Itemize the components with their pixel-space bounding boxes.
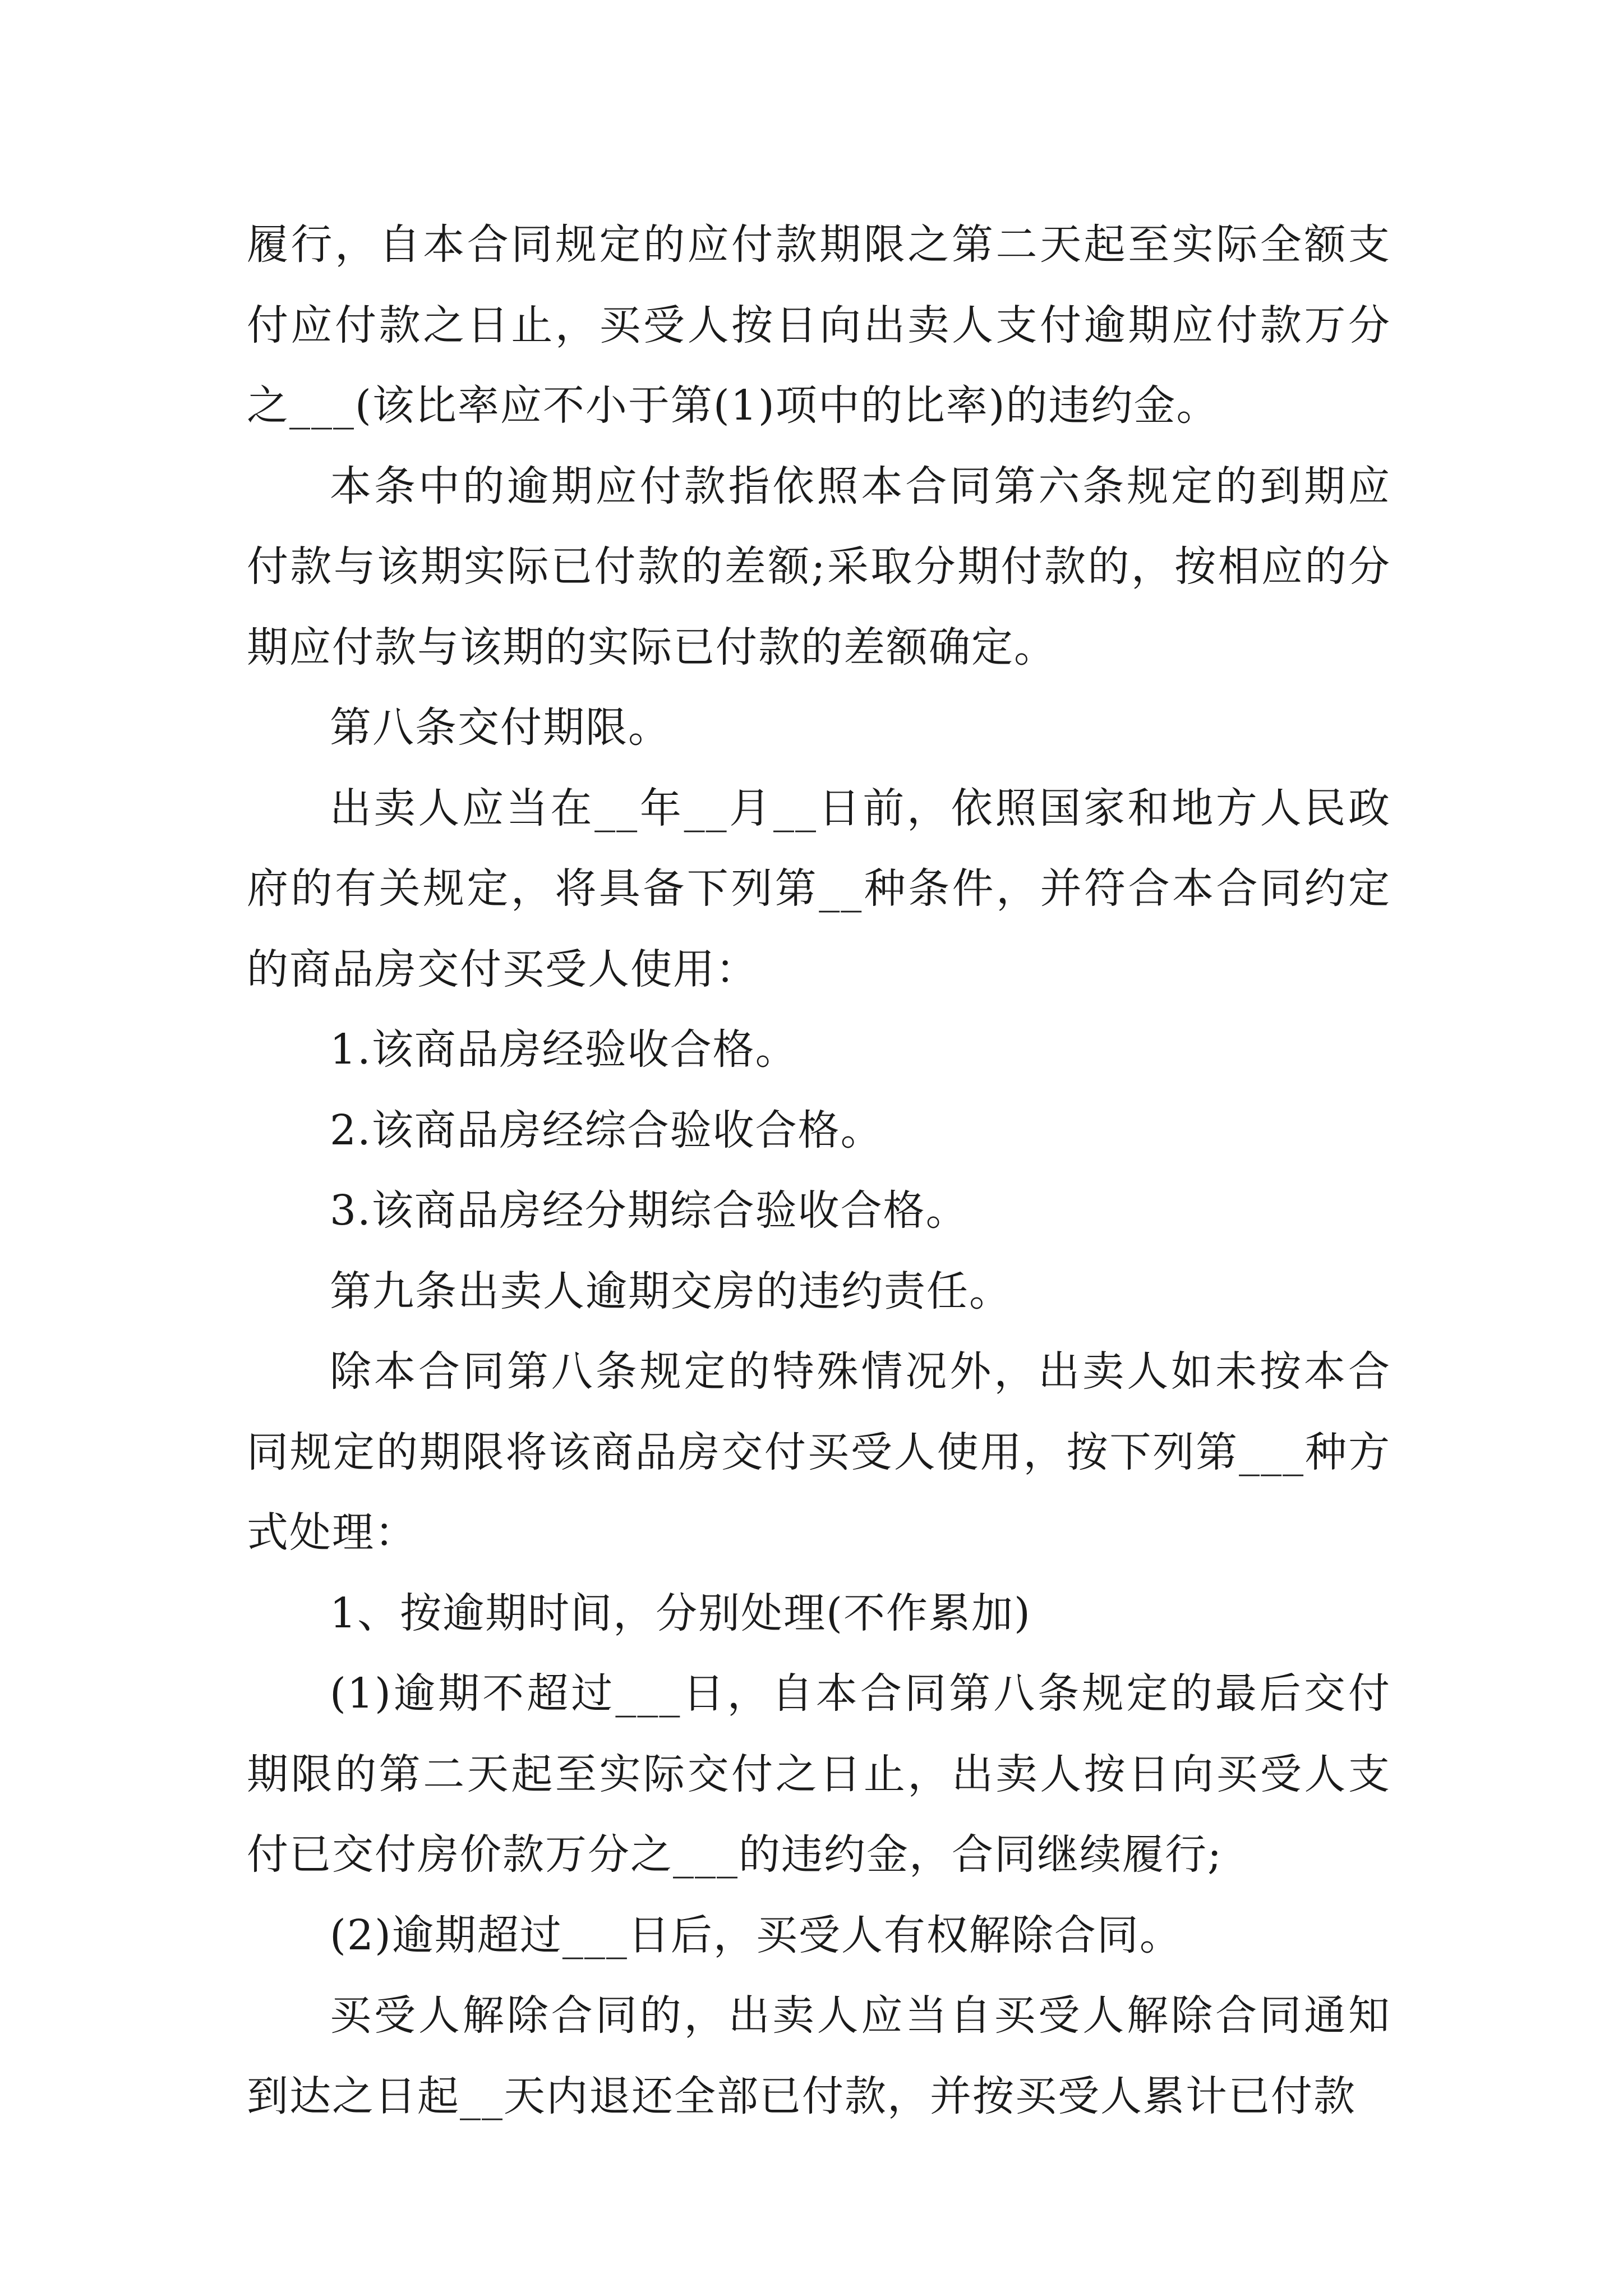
document-body (247, 205, 1391, 2137)
paragraph: 买受人解除合同的，出卖人应当自买受人解除合同通知到达之日起__天内退还全部已付款，并按买受人累计已付款 (247, 1991, 1391, 2120)
section-heading-article-8: 第八条交付期限。 (330, 703, 671, 752)
list-item: (2)逾期超过___日后，买受人有权解除合同。 (330, 1911, 1182, 1959)
list-item: 1.该商品房经验收合格。 (330, 1025, 798, 1074)
paragraph: 除本合同第八条规定的特殊情况外，出卖人如未按本合同规定的期限将该商品房交付买受人使用，按下列第___种方式处理： (247, 1347, 1391, 1557)
paragraph: 出卖人应当在__年__月__日前，依照国家和地方人民政府的有关规定，将具备下列第__种条件，并符合本合同约定的商品房交付买受人使用： (247, 784, 1391, 993)
list-item: 3.该商品房经分期综合验收合格。 (330, 1186, 969, 1235)
list-item: 1、按逾期时间，分别处理(不作累加) (330, 1589, 1031, 1637)
list-item: 2.该商品房经综合验收合格。 (330, 1106, 883, 1154)
paragraph: 履行，自本合同规定的应付款期限之第二天起至实际全额支付应付款之日止，买受人按日向出卖人支付逾期应付款万分之___(该比率应不小于第(1)项中的比率)的违约金。 (247, 220, 1391, 430)
list-item: (1)逾期不超过___日，自本合同第八条规定的最后交付期限的第二天起至实际交付之日止，出卖人按日向买受人支付已交付房价款万分之___的违约金，合同继续履行; (247, 1669, 1391, 1879)
paragraph: 本条中的逾期应付款指依照本合同第六条规定的到期应付款与该期实际已付款的差额;采取分期付款的，按相应的分期应付款与该期的实际已付款的差额确定。 (247, 462, 1391, 671)
section-heading-article-9: 第九条出卖人逾期交房的违约责任。 (330, 1267, 1012, 1315)
